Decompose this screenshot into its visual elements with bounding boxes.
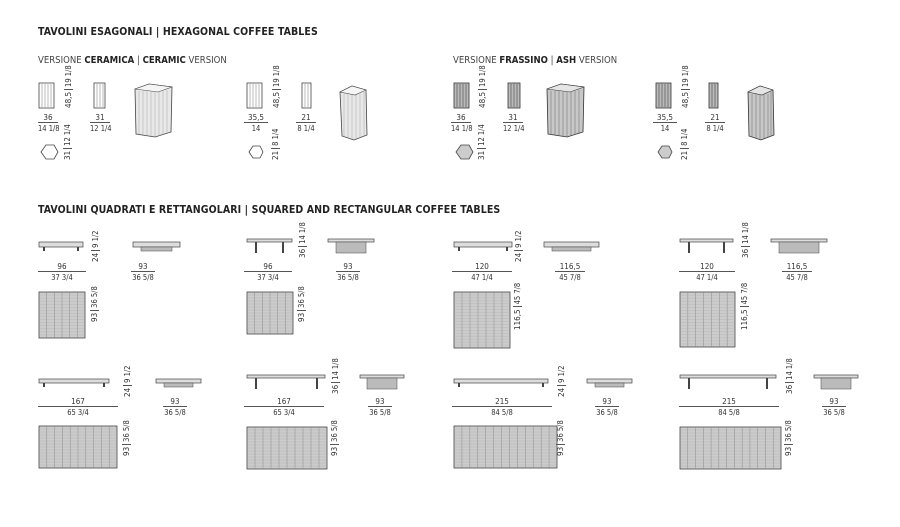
hex4-depth-dim: 21 8 1/4 [706, 113, 724, 133]
rect5-width-dim: 167 65 3/4 [38, 397, 118, 417]
hex-table-ceramic-small [246, 82, 396, 162]
hexagonal-section-title: TAVOLINI ESAGONALI | HEXAGONAL COFFEE TABLES [38, 26, 318, 38]
rect7-side-dim: 9336 5/8 [556, 420, 565, 456]
rect6-side-dim: 9336 5/8 [330, 420, 339, 456]
hex4-height-dim: 48,519 1/8 [681, 65, 690, 108]
rect-table-drawing [453, 377, 643, 487]
rect4-width-dim: 120 47 1/4 [679, 262, 735, 282]
rect1-depth-dim: 93 36 5/8 [132, 262, 154, 282]
hex2-depth-dim: 21 8 1/4 [297, 113, 315, 133]
rect-table-drawing [679, 237, 859, 347]
rect3-width-dim: 120 47 1/4 [452, 262, 512, 282]
hex-table-drawing [246, 82, 396, 162]
rect7-depth-dim: 93 36 5/8 [596, 397, 618, 417]
rect3-side-dim: 116,545 7/8 [513, 282, 522, 330]
hex3-width-dim: 36 14 1/8 [451, 113, 473, 133]
hex-table-drawing [453, 82, 603, 162]
rect-table-8 [679, 373, 869, 483]
hex-table-ash-large [453, 82, 603, 162]
hex1-top-dim: 3112 1/4 [63, 124, 72, 160]
hex1-height-dim: 48,519 1/8 [64, 65, 73, 108]
rect5-depth-dim: 93 36 5/8 [164, 397, 186, 417]
rect6-depth-dim: 93 36 5/8 [369, 397, 391, 417]
hex4-top-dim: 218 1/4 [680, 128, 689, 160]
rect-table-4 [679, 237, 859, 347]
rect1-height-dim: 249 1/2 [91, 230, 100, 262]
rect2-height-dim: 3614 1/8 [298, 222, 307, 258]
hex1-width-dim: 36 14 1/8 [38, 113, 60, 133]
rect8-height-dim: 3614 1/8 [785, 358, 794, 394]
rect4-side-dim: 116,545 7/8 [740, 282, 749, 330]
rect4-height-dim: 3614 1/8 [741, 222, 750, 258]
hex3-height-dim: 48,519 1/8 [478, 65, 487, 108]
hex-table-drawing [655, 82, 805, 162]
rect8-depth-dim: 93 36 5/8 [823, 397, 845, 417]
rect3-depth-dim: 116,5 45 7/8 [555, 262, 585, 282]
hex2-width-dim: 35,5 14 [244, 113, 268, 133]
rect8-side-dim: 9336 5/8 [784, 420, 793, 456]
rect-table-drawing [453, 240, 633, 350]
hex1-depth-dim: 31 12 1/4 [90, 113, 112, 133]
rect-table-drawing [246, 237, 426, 337]
rect8-width-dim: 215 84 5/8 [679, 397, 779, 417]
rect5-height-dim: 249 1/2 [123, 365, 132, 397]
ceramic-version-label: VERSIONE CERAMICA | CERAMIC VERSION [38, 55, 227, 66]
ash-version-label: VERSIONE FRASSINO | ASH VERSION [453, 55, 618, 66]
rect-table-2 [246, 237, 426, 337]
rect6-width-dim: 167 65 3/4 [244, 397, 324, 417]
rect1-width-dim: 96 37 3/4 [38, 262, 86, 282]
hex3-depth-dim: 31 12 1/4 [503, 113, 525, 133]
hex2-top-dim: 218 1/4 [271, 128, 280, 160]
rect2-width-dim: 96 37 3/4 [244, 262, 292, 282]
hex-table-ceramic-large [38, 82, 188, 162]
rect3-height-dim: 249 1/2 [514, 230, 523, 262]
hex3-top-dim: 3112 1/4 [477, 124, 486, 160]
rectangular-section-title: TAVOLINI QUADRATI E RETTANGOLARI | SQUARED AND RECTANGULAR COFFEE TABLES [38, 204, 501, 216]
rect2-depth-dim: 93 36 5/8 [337, 262, 359, 282]
hex-table-ash-small [655, 82, 805, 162]
rect5-side-dim: 9336 5/8 [122, 420, 131, 456]
hex-table-drawing [38, 82, 188, 162]
rect4-depth-dim: 116,5 45 7/8 [782, 262, 812, 282]
rect6-height-dim: 3614 1/8 [331, 358, 340, 394]
rect-table-7 [453, 377, 643, 487]
rect-table-drawing [38, 240, 218, 340]
hex4-width-dim: 35,5 14 [653, 113, 677, 133]
rect1-side-dim: 9336 5/8 [90, 286, 99, 322]
hex2-height-dim: 48,519 1/8 [272, 65, 281, 108]
rect-table-drawing [679, 373, 869, 483]
rect7-width-dim: 215 84 5/8 [452, 397, 552, 417]
rect-table-1 [38, 240, 218, 340]
rect2-side-dim: 9336 5/8 [297, 286, 306, 322]
rect7-height-dim: 249 1/2 [557, 365, 566, 397]
rect-table-3 [453, 240, 633, 350]
